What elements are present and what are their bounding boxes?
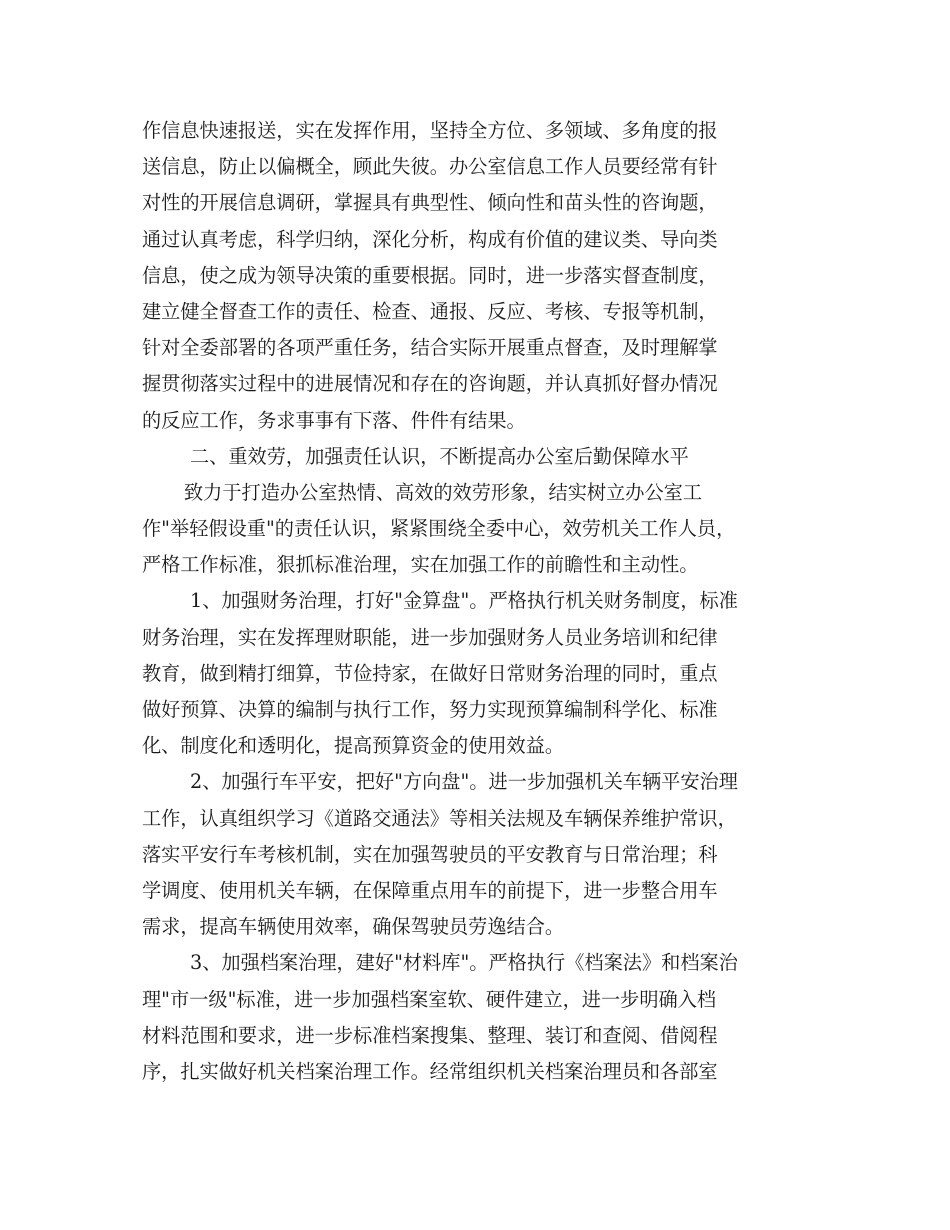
text-line: 财务治理，实在发挥理财职能，进一步加强财务人员业务培训和纪律 (142, 625, 718, 649)
text-line: 通过认真考虑，科学归纳，深化分析，构成有价值的建议类、导向类 (142, 227, 718, 251)
text-line: 严格工作标准，狠抓标准治理，实在加强工作的前瞻性和主动性。 (142, 553, 699, 577)
text-line: 1、加强财务治理，打好"金算盘"。严格执行机关财务制度，标准 (190, 589, 738, 613)
body-text (142, 113, 822, 1090)
section-heading: 二、重效劳，加强责任认识，不断提高办公室后勤保障水平 (190, 444, 689, 468)
text-line: 教育，做到精打细算，节俭持家，在做好日常财务治理的同时，重点 (142, 661, 718, 685)
text-line: 学调度、使用机关车辆，在保障重点用车的前提下，进一步整合用车 (142, 878, 718, 902)
text-line: 材料范围和要求，进一步标准档案搜集、整理、装订和查阅、借阅程 (142, 1023, 718, 1047)
text-line: 的反应工作，务求事事有下落、件件有结果。 (142, 408, 526, 432)
text-line: 理"市一级"标准，进一步加强档案室软、硬件建立，进一步明确入档 (142, 987, 717, 1011)
text-line: 握贯彻落实过程中的进展情况和存在的咨询题，并认真抓好督办情况 (142, 372, 718, 396)
text-line: 对性的开展信息调研，掌握具有典型性、倾向性和苗头性的咨询题， (142, 191, 718, 215)
text-line: 送信息，防止以偏概全，顾此失彼。办公室信息工作人员要经常有针 (142, 155, 718, 179)
text-line: 作信息快速报送，实在发挥作用，坚持全方位、多领域、多角度的报 (142, 119, 718, 142)
text-line: 致力于打造办公室热情、高效的效劳形象，结实树立办公室工 (184, 480, 703, 504)
text-line: 需求，提高车辆使用效率，确保驾驶员劳逸结合。 (142, 915, 565, 939)
text-line: 化、制度化和透明化，提高预算资金的使用效益。 (142, 734, 565, 758)
text-line: 序，扎实做好机关档案治理工作。经常组织机关档案治理员和各部室 (142, 1059, 718, 1083)
text-line: 2、加强行车平安，把好"方向盘"。进一步加强机关车辆平安治理 (190, 770, 738, 794)
text-line: 建立健全督查工作的责任、检查、通报、反应、考核、专报等机制， (142, 299, 718, 323)
text-line: 落实平安行车考核机制，实在加强驾驶员的平安教育与日常治理；科 (142, 842, 718, 866)
text-line: 针对全委部署的各项严重任务，结合实际开展重点督查，及时理解掌 (142, 336, 718, 360)
text-line: 工作，认真组织学习《道路交通法》等相关法规及车辆保养维护常识， (142, 806, 737, 830)
text-line: 3、加强档案治理，建好"材料库"。严格执行《档案法》和档案治 (190, 951, 738, 975)
text-line: 信息，使之成为领导决策的重要根据。同时，进一步落实督查制度， (142, 263, 718, 287)
text-line: 做好预算、决算的编制与执行工作，努力实现预算编制科学化、标准 (142, 698, 718, 721)
text-line: 作"举轻假设重"的责任认识，紧紧围绕全委中心，效劳机关工作人员， (142, 517, 736, 541)
